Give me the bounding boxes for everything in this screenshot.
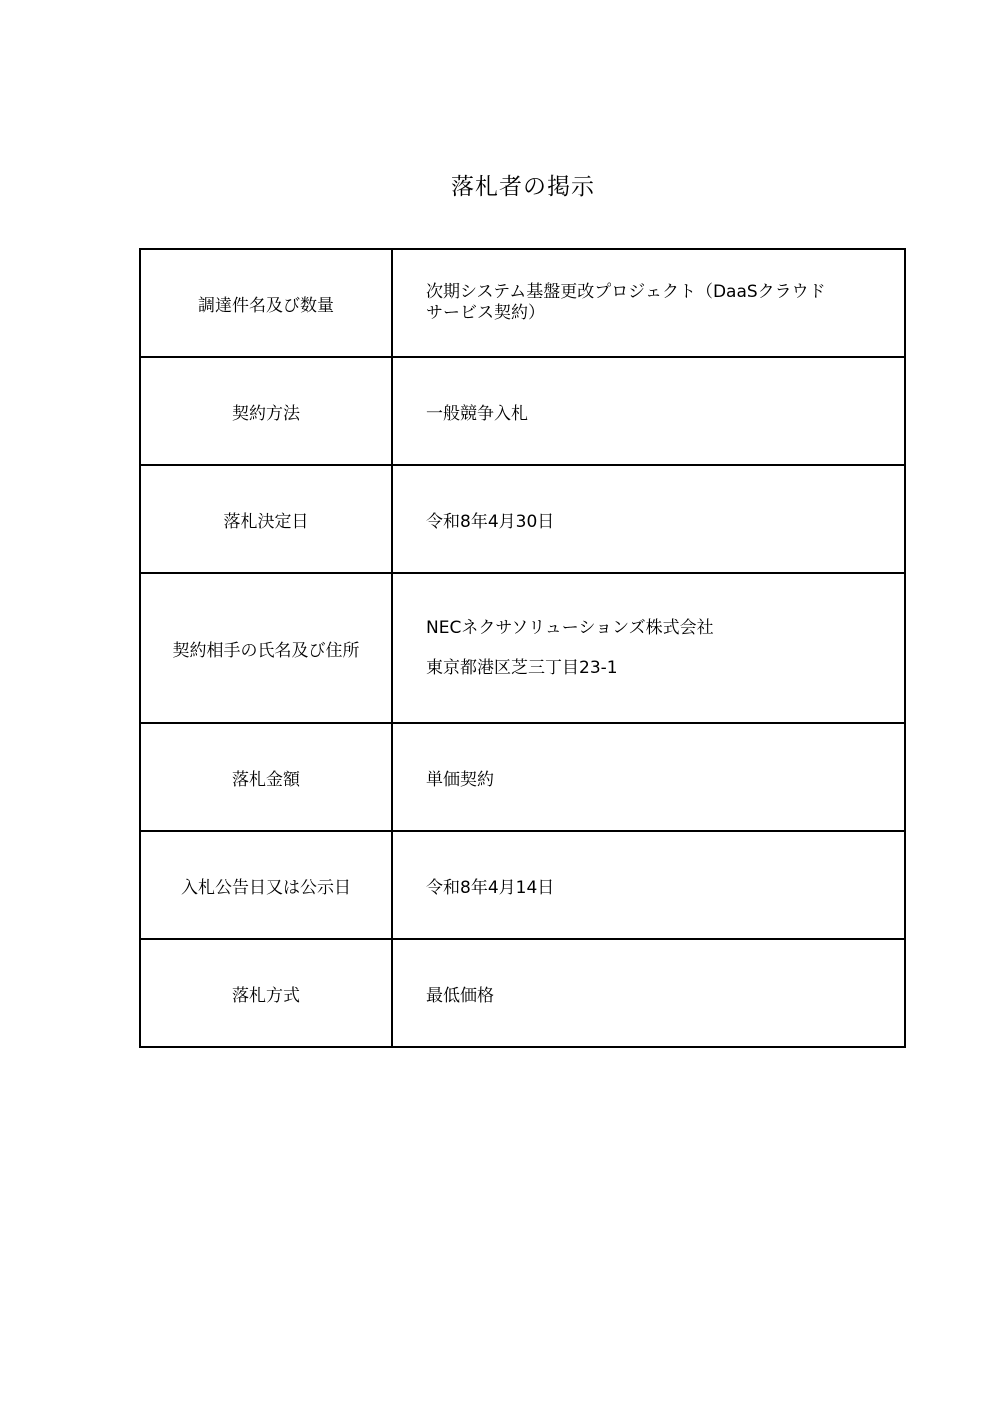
- table-row: [140, 939, 905, 1047]
- row-value-cell: [392, 573, 905, 723]
- table-row: [140, 357, 905, 465]
- row-value: 一般競争入札: [392, 357, 905, 465]
- row-value: 令和8年4月30日: [392, 465, 905, 573]
- table-row: [140, 831, 905, 939]
- page-title: 落札者の掲示: [451, 174, 595, 200]
- row-value: 令和8年4月14日: [392, 831, 905, 939]
- row-label: 調達件名及び数量: [140, 249, 392, 357]
- row-label: 落札方式: [140, 939, 392, 1047]
- row-value: 次期システム基盤更改プロジェクト（DaaSクラウドサービス契約）: [426, 282, 826, 323]
- row-label: 落札決定日: [140, 465, 392, 573]
- row-value: 単価契約: [392, 723, 905, 831]
- row-label: 契約相手の氏名及び住所: [140, 573, 392, 723]
- table-row: [140, 723, 905, 831]
- award-table: [139, 248, 906, 1048]
- table-row: [140, 465, 905, 573]
- row-value-cell: [392, 249, 905, 357]
- row-value: 最低価格: [392, 939, 905, 1047]
- contractor-name: NECネクサソリューションズ株式会社: [426, 618, 714, 638]
- table-row: [140, 249, 905, 357]
- row-label: 契約方法: [140, 357, 392, 465]
- row-label: 入札公告日又は公示日: [140, 831, 392, 939]
- table-row: [140, 573, 905, 723]
- row-label: 落札金額: [140, 723, 392, 831]
- contractor-address: 東京都港区芝三丁目23-1: [426, 658, 618, 678]
